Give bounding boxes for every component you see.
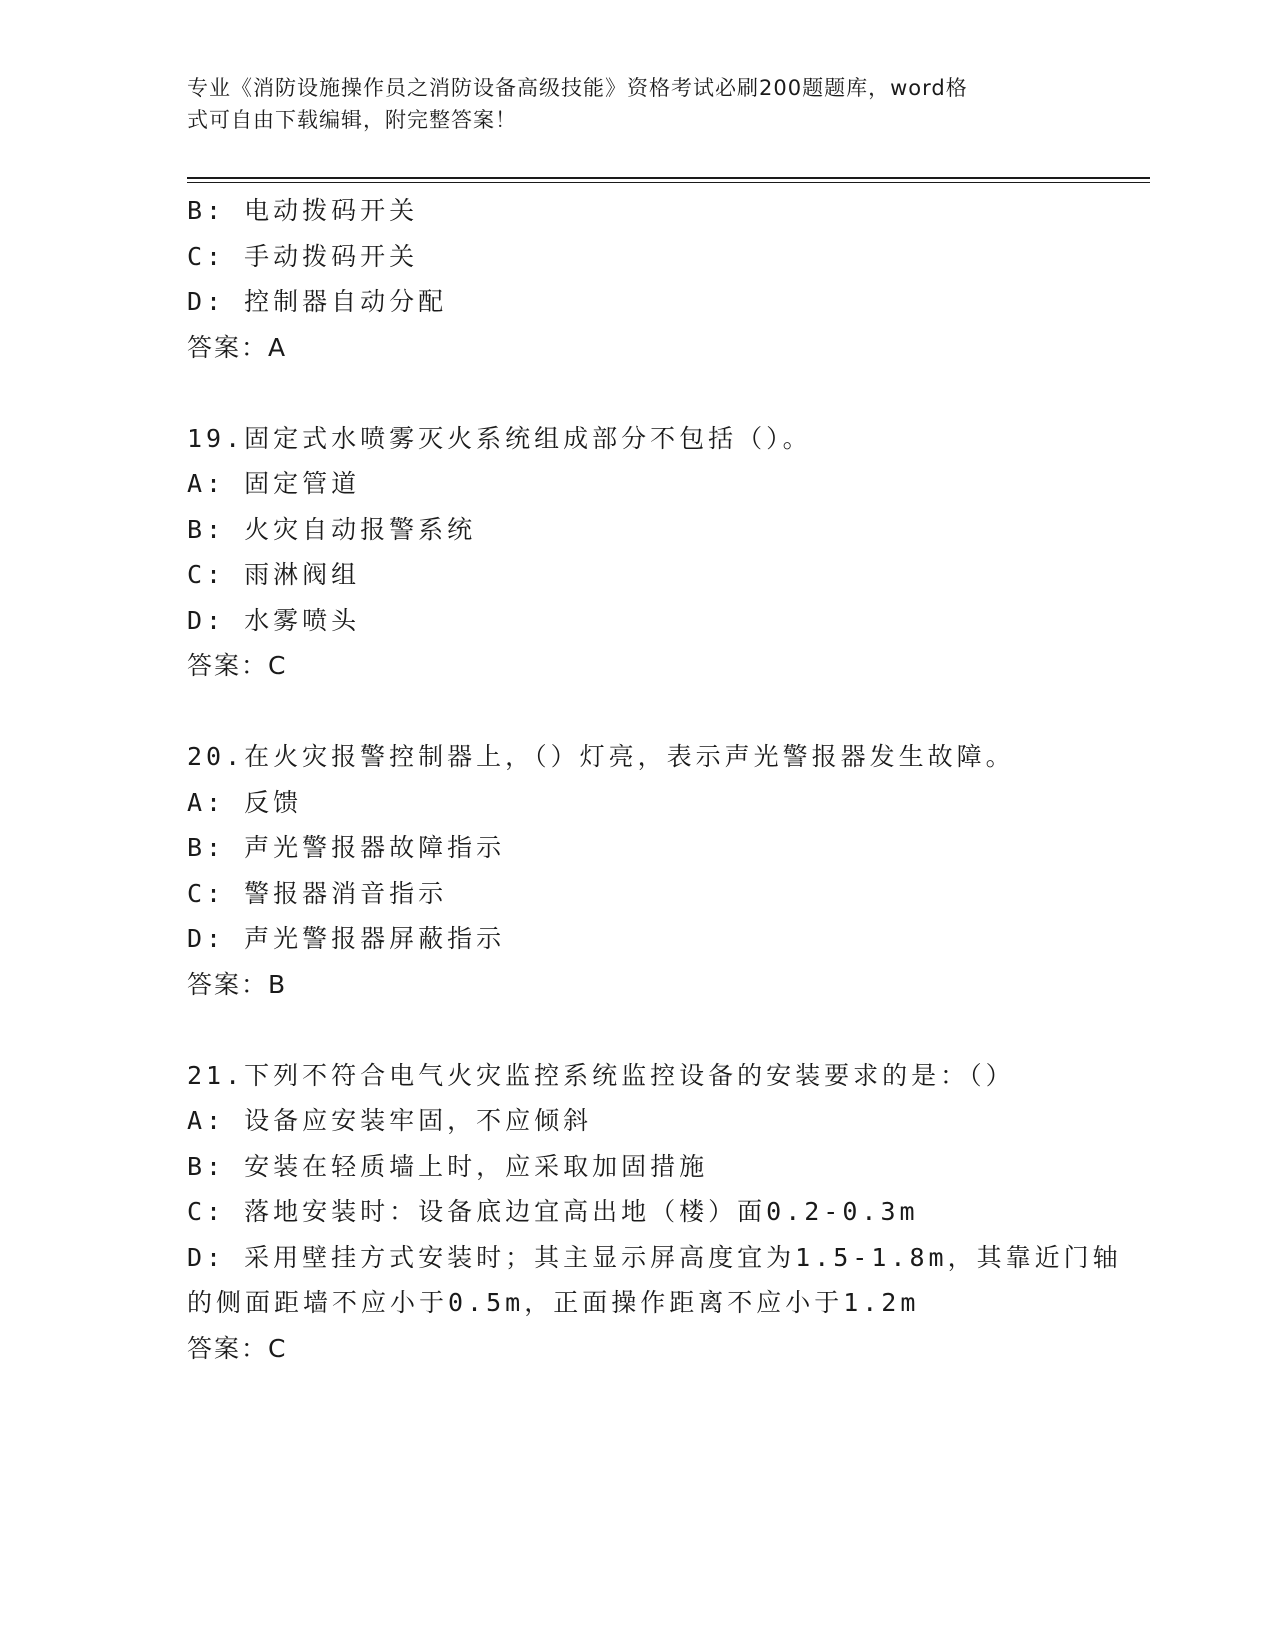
question-stem: 20.在火灾报警控制器上，（）灯亮，表示声光警报器发生故障。 [187, 742, 1015, 771]
answer-line: 答案：A [187, 332, 288, 362]
question-stem: 21.下列不符合电气火灾监控系统监控设备的安装要求的是：（） [187, 1060, 1015, 1090]
option-c: C: 落地安装时：设备底边宜高出地（楼）面0.2-0.3m [187, 1197, 919, 1226]
answer-line: 答案：C [187, 651, 288, 680]
answer-line: 答案：C [187, 1333, 288, 1363]
option-c: C: 手动拨码开关 [187, 241, 419, 271]
question-content [187, 188, 1122, 1371]
header-line-2: 式可自由下载编辑，附完整答案！ [187, 108, 517, 132]
option-d: D: 声光警报器屏蔽指示 [187, 924, 506, 953]
option-b: B: 安装在轻质墙上时，应采取加固措施 [187, 1151, 709, 1181]
option-d-continuation: 的侧面距墙不应小于0.5m，正面操作距离不应小于1.2m [187, 1288, 920, 1317]
option-d: D: 采用壁挂方式安装时；其主显示屏高度宜为1.5-1.8m，其靠近门轴 [187, 1242, 1122, 1272]
spacer [187, 370, 1087, 416]
option-a: A: 固定管道 [187, 469, 361, 498]
option-b: B: 声光警报器故障指示 [187, 833, 506, 862]
question-21 [187, 1053, 1122, 1372]
header-divider-thick [187, 177, 1150, 179]
option-c: C: 雨淋阀组 [187, 560, 361, 589]
header-divider-thin [187, 182, 1150, 183]
option-b: B: 电动拨码开关 [187, 196, 419, 225]
question-18-continued [187, 188, 1087, 370]
spacer [187, 689, 1087, 735]
option-d: D: 水雾喷头 [187, 605, 361, 635]
option-a: A: 反馈 [187, 787, 303, 817]
question-19 [187, 416, 1087, 689]
option-d: D: 控制器自动分配 [187, 287, 448, 316]
option-b: B: 火灾自动报警系统 [187, 514, 477, 544]
header-line-1: 专业《消防设施操作员之消防设备高级技能》资格考试必刷200题题库，word格 [187, 76, 968, 100]
document-header [187, 72, 1067, 136]
question-stem: 19.固定式水喷雾灭火系统组成部分不包括（）。 [187, 423, 812, 453]
option-c: C: 警报器消音指示 [187, 878, 448, 908]
question-20 [187, 734, 1087, 1007]
answer-line: 答案：B [187, 969, 288, 999]
spacer [187, 1007, 1087, 1053]
option-a: A: 设备应安装牢固，不应倾斜 [187, 1106, 593, 1135]
